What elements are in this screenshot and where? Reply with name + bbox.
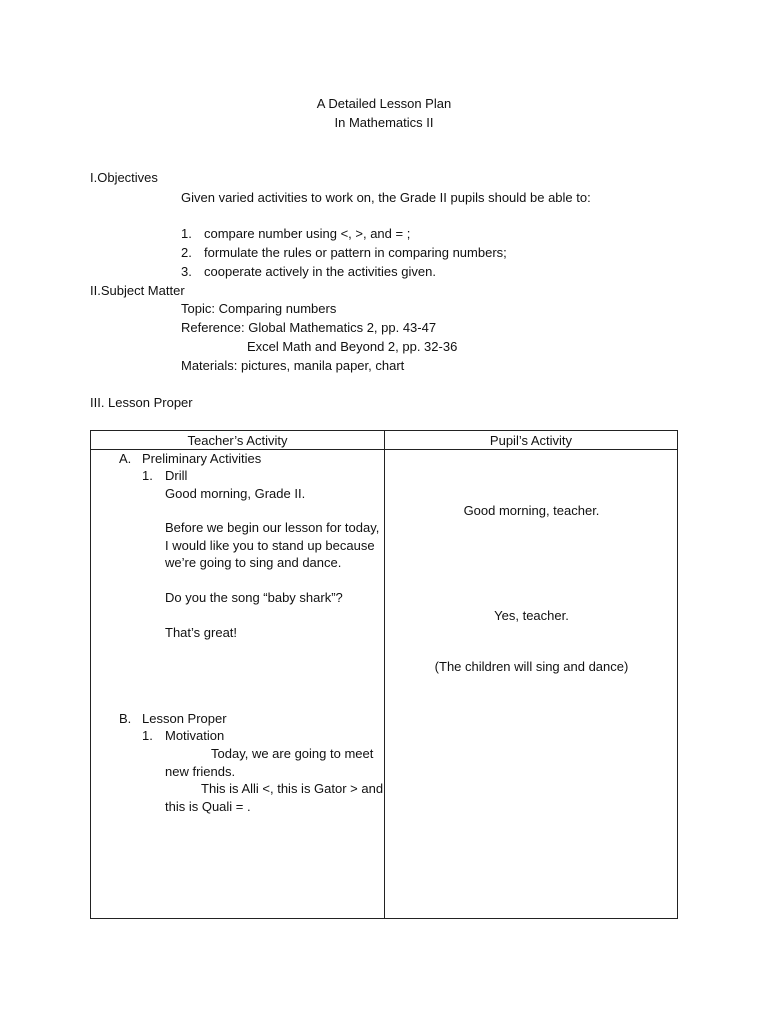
objective-number: 2. — [181, 245, 192, 260]
subject-topic: Topic: Comparing numbers — [181, 301, 337, 316]
pupil-activity-cell — [385, 450, 678, 919]
objective-number: 1. — [181, 226, 192, 241]
table-row — [91, 450, 678, 919]
preliminary-activities-label: Preliminary Activities — [142, 451, 262, 466]
teacher-line: That’s great! — [165, 625, 238, 640]
subject-materials: Materials: pictures, manila paper, chart — [181, 358, 405, 373]
subject-reference: Reference: Global Mathematics 2, pp. 43-47 — [181, 320, 437, 335]
objectives-intro: Given varied activities to work on, the Grade II pupils should be able to: — [181, 190, 591, 205]
subject-reference-2: Excel Math and Beyond 2, pp. 32-36 — [247, 339, 458, 354]
page-title: A Detailed Lesson Plan — [316, 96, 452, 111]
teacher-greeting: Good morning, Grade II. — [165, 486, 306, 501]
activity-table — [90, 430, 678, 919]
pupil-answer: Yes, teacher. — [494, 608, 569, 623]
objectives-heading: I.Objectives — [90, 170, 158, 185]
lesson-proper-label: Lesson Proper — [142, 711, 227, 726]
teacher-question: Do you the song “baby shark”? — [165, 590, 343, 605]
drill-label: Drill — [165, 468, 188, 483]
teacher-line: Today, we are going to meet — [211, 746, 374, 761]
objective-item: compare number using <, >, and = ; — [204, 226, 411, 241]
item-number: 1. — [142, 728, 153, 743]
teacher-line: This is Alli <, this is Gator > and — [201, 781, 384, 796]
teacher-line: this is Quali = . — [165, 799, 251, 814]
teacher-line: Before we begin our lesson for today, — [165, 520, 380, 535]
table-header-row — [91, 431, 678, 450]
section-letter: B. — [119, 711, 132, 726]
motivation-label: Motivation — [165, 728, 225, 743]
subject-matter-heading: II.Subject Matter — [90, 283, 185, 298]
pupil-action: (The children will sing and dance) — [434, 659, 629, 674]
section-letter: A. — [119, 451, 132, 466]
teacher-activity-cell — [91, 450, 385, 919]
objective-item: cooperate actively in the activities given. — [204, 264, 436, 279]
teacher-activity-header: Teacher’s Activity — [91, 431, 385, 450]
teacher-line: new friends. — [165, 764, 236, 779]
objective-item: formulate the rules or pattern in comparing numbers; — [204, 245, 507, 260]
teacher-line: we’re going to sing and dance. — [165, 555, 342, 570]
pupil-activity-header: Pupil’s Activity — [385, 431, 678, 450]
item-number: 1. — [142, 468, 153, 483]
objective-number: 3. — [181, 264, 192, 279]
lesson-proper-heading: III. Lesson Proper — [90, 395, 193, 410]
page-subtitle: In Mathematics II — [334, 115, 434, 130]
teacher-line: I would like you to stand up because — [165, 538, 375, 553]
pupil-greeting: Good morning, teacher. — [463, 503, 600, 518]
